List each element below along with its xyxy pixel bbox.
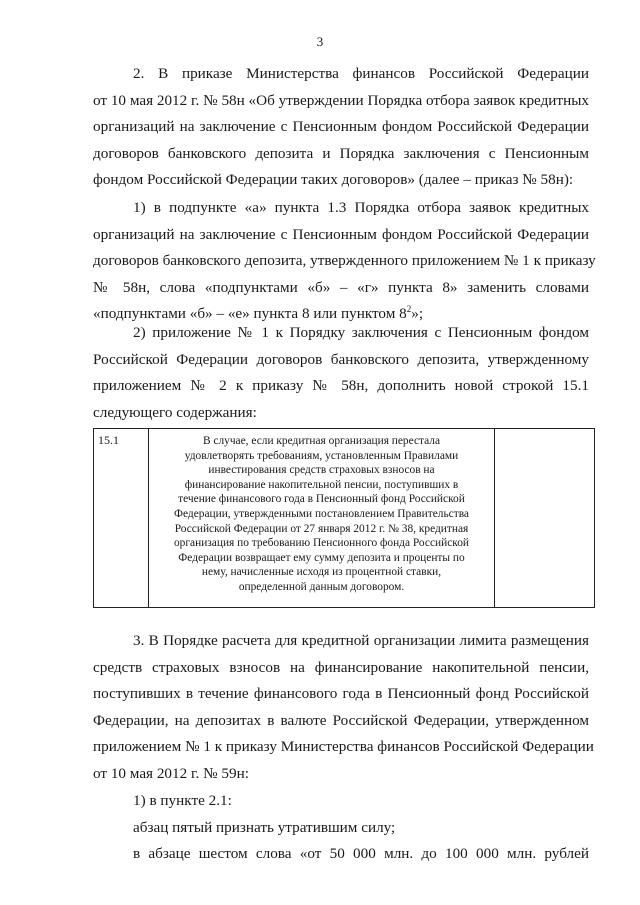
cell-line: Федерации, утвержденными постановлением Правительства (174, 507, 469, 520)
paragraph-line: организаций на заключение с Пенсионным фондом Российской Федерации (93, 225, 589, 243)
paragraph-line: Федерации, на депозитах в валюте Российской Федерации, утвержденном (93, 711, 589, 729)
row-number-cell: 15.1 (94, 429, 149, 608)
page-number: 3 (316, 34, 324, 49)
superscript: 2 (406, 304, 412, 315)
item-2 (93, 320, 589, 426)
item-3 (93, 788, 589, 868)
row-empty-cell (495, 429, 595, 608)
paragraph-line: договоров банковского депозита, утвержденного приложением № 1 к приказу (93, 252, 596, 270)
paragraph-line: Российской Федерации договоров банковского депозита, утвержденному (93, 350, 589, 368)
paragraph-line: абзац пятый признать утратившим силу; (133, 818, 396, 836)
row-text-cell (149, 429, 495, 608)
paragraph-line: от 10 мая 2012 г. № 59н: (93, 764, 249, 782)
line-text: «подпунктами «б» – «е» пункта 8 или пунктом 8 (93, 305, 407, 323)
paragraph-line: 2) приложение № 1 к Порядку заключения с Пенсионным фондом (133, 324, 589, 341)
paragraph-line: 2. В приказе Министерства финансов Российской Федерации (133, 65, 589, 82)
paragraph-line: приложением № 1 к приказу Министерства финансов Российской Федерации (93, 738, 594, 756)
paragraph-line: 1) в подпункте «а» пункта 1.3 Порядка отбора заявок кредитных (133, 199, 589, 216)
table-row (94, 429, 595, 608)
cell-line: течение финансового года в Пенсионный фонд Российской (178, 493, 465, 506)
cell-line: инвестирования средств страховых взносов на (208, 464, 435, 477)
cell-line: финансирование накопительной пенсии, поступивших в (184, 478, 459, 491)
item-1 (93, 195, 596, 328)
paragraph-line: приложением № 2 к приказу № 58н, дополнить новой строкой 15.1 (93, 377, 589, 395)
paragraph-line: поступивших в течение финансового года в Пенсионный фонд Российской (93, 685, 589, 703)
cell-line: организация по требованию Пенсионного фонда Российской (173, 537, 470, 550)
cell-line: Федерации возвращает ему сумму депозита и проценты по (178, 551, 465, 564)
paragraph-line: от 10 мая 2012 г. № 58н «Об утверждении Порядка отбора заявок кредитных (93, 91, 589, 109)
cell-line: В случае, если кредитная организация перестала (202, 435, 441, 447)
paragraph-line: организаций на заключение с Пенсионным фондом Российской Федерации (93, 118, 589, 136)
insert-table (93, 428, 595, 608)
paragraph-line: № 58н, слова «подпунктами «б» – «г» пункта 8» заменить словами (93, 278, 589, 296)
cell-line: нему, начисленные исходя из процентной ставки, (201, 566, 442, 579)
paragraph-line: договоров банковского депозита и Порядка заключения с Пенсионным (93, 144, 589, 162)
cell-line: Российской Федерации от 27 января 2012 г. № 38, кредитная (174, 522, 469, 535)
line-text: »; (411, 305, 424, 323)
paragraph-line: средств страховых взносов на финансирование накопительной пенсии, (93, 658, 589, 676)
paragraph-line: 1) в пункте 2.1: (133, 792, 232, 809)
paragraph-2 (93, 61, 589, 194)
cell-line: определенной данным договором. (238, 580, 405, 593)
paragraph-line: в абзаце шестом слова «от 50 000 млн. до 100 000 млн. рублей (133, 845, 589, 863)
paragraph-line: 3. В Порядке расчета для кредитной организации лимита размещения (133, 632, 589, 649)
paragraph-3 (93, 628, 594, 788)
paragraph-line: фондом Российской Федерации таких договоров» (далее – приказ № 58н): (93, 171, 574, 189)
paragraph-line: следующего содержания: (93, 403, 257, 421)
cell-line: удовлетворять требованиям, установленным Правилами (184, 449, 459, 462)
